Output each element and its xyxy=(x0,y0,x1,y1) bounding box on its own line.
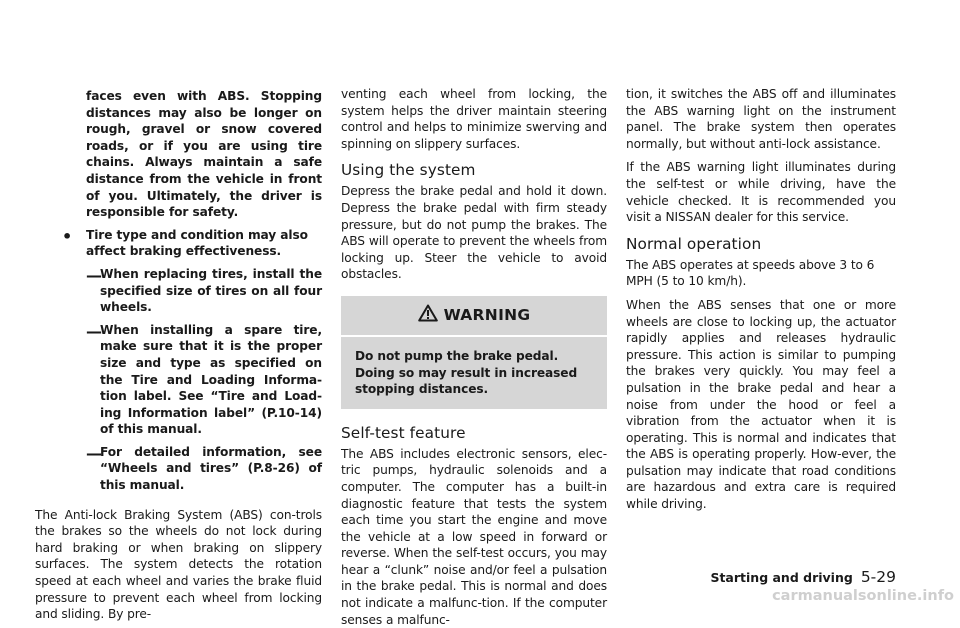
dash-icon: — xyxy=(86,265,102,285)
bullet-icon: • xyxy=(62,226,73,246)
warning-header xyxy=(341,296,607,337)
sub-item-replacing-tires xyxy=(35,266,322,316)
watermark: carmanualsonline.info xyxy=(772,588,954,604)
dash-icon: — xyxy=(86,443,102,463)
column-right xyxy=(626,86,896,513)
footer-section-title: Starting and driving xyxy=(710,570,853,585)
dash-icon: — xyxy=(86,321,102,341)
warning-box xyxy=(341,296,607,409)
sub-item-text: When installing a spare tire, make sure that it is the proper size and type as specified on the Tire and Loading Informa-tion label. See “Tire and Load-ing Information label” (P.10-14) of this manual. xyxy=(100,322,322,437)
self-test-paragraph-end: tion, it switches the ABS off and illuminates the ABS warning light on the instrument panel. The brake system then operates normally, but without anti-lock assistance. xyxy=(626,87,896,151)
heading-self-test: Self-test feature xyxy=(341,423,466,442)
normal-operation-paragraph: When the ABS senses that one or more wheels are close to locking up, the actuator rapidly applies and releases hydraulic pressure. This action is similar to pumping the brakes very quickly. You may feel a pulsation in the brake pedal and hear a noise from under the hood or feel a vibration from the actuator when it is operating. This is normal and indicates that the ABS is operating properly. How-ever, the pulsation may indicate that road conditions are hazardous and extra care is required while driving. xyxy=(626,297,896,512)
warning-title: WARNING xyxy=(443,306,531,325)
sub-item-text: When replacing tires, install the specified size of tires on all four wheels. xyxy=(100,266,322,315)
page-footer xyxy=(710,568,896,586)
bullet-tire-condition xyxy=(35,227,322,260)
abs-intro-paragraph: The Anti-lock Braking System (ABS) con-trols the brakes so the wheels do not lock during hard braking or when braking on slippery surfaces. The system detects the rotation speed at each wheel and varies the brake fluid pressure to prevent each wheel from locking and sliding. By pre- xyxy=(35,507,322,622)
sub-item-spare-tire xyxy=(35,322,322,438)
column-middle xyxy=(341,86,607,628)
normal-operation-speed: The ABS operates at speeds above 3 to 6 MPH (5 to 10 km/h). xyxy=(626,257,875,289)
warning-triangle-icon xyxy=(418,304,438,326)
heading-using-the-system: Using the system xyxy=(341,161,476,180)
safety-paragraph-continued: faces even with ABS. Stopping distances may also be longer on rough, gravel or snow covered roads, or if you are using tire chains. Always maintain a safe distance from the vehicle in front of you. Ultimately, the driver is responsible for safety. xyxy=(86,89,322,220)
using-system-paragraph: Depress the brake pedal and hold it down. Depress the brake pedal with firm steady pressure, but do not pump the brakes. The ABS will operate to prevent the wheels from locking up. Steer the vehicle to avoid obstacles. xyxy=(341,184,607,282)
bullet-text: Tire type and condition may also affect braking effectiveness. xyxy=(86,227,308,259)
sub-item-detailed-info xyxy=(35,444,322,494)
column-left xyxy=(35,88,322,623)
sub-item-text: For detailed information, see “Wheels and tires” (P.8-26) of this manual. xyxy=(100,444,322,493)
heading-normal-operation: Normal operation xyxy=(626,234,762,253)
abs-intro-paragraph-end: venting each wheel from locking, the system helps the driver maintain steering control and helps to minimize swerving and spinning on slippery surfaces. xyxy=(341,87,607,151)
warning-text: Do not pump the brake pedal. Doing so may result in increased stopping distances. xyxy=(355,348,578,397)
warning-light-paragraph: If the ABS warning light illuminates during the self-test or while driving, have the vehicle checked. It is recommended you visit a NISSAN dealer for this service. xyxy=(626,160,896,225)
self-test-paragraph: The ABS includes electronic sensors, elec-tric pumps, hydraulic solenoids and a computer. The computer has a built-in diagnostic feature that tests the system each time you start the engine and move the vehicle at a low speed in forward or reverse. When the self-test occurs, you may hear a “clunk” noise and/or feel a pulsation in the brake pedal. This is normal and does not indicate a malfunc-tion. If the computer senses a malfunc- xyxy=(341,446,607,627)
page-number: 5-29 xyxy=(860,568,896,586)
